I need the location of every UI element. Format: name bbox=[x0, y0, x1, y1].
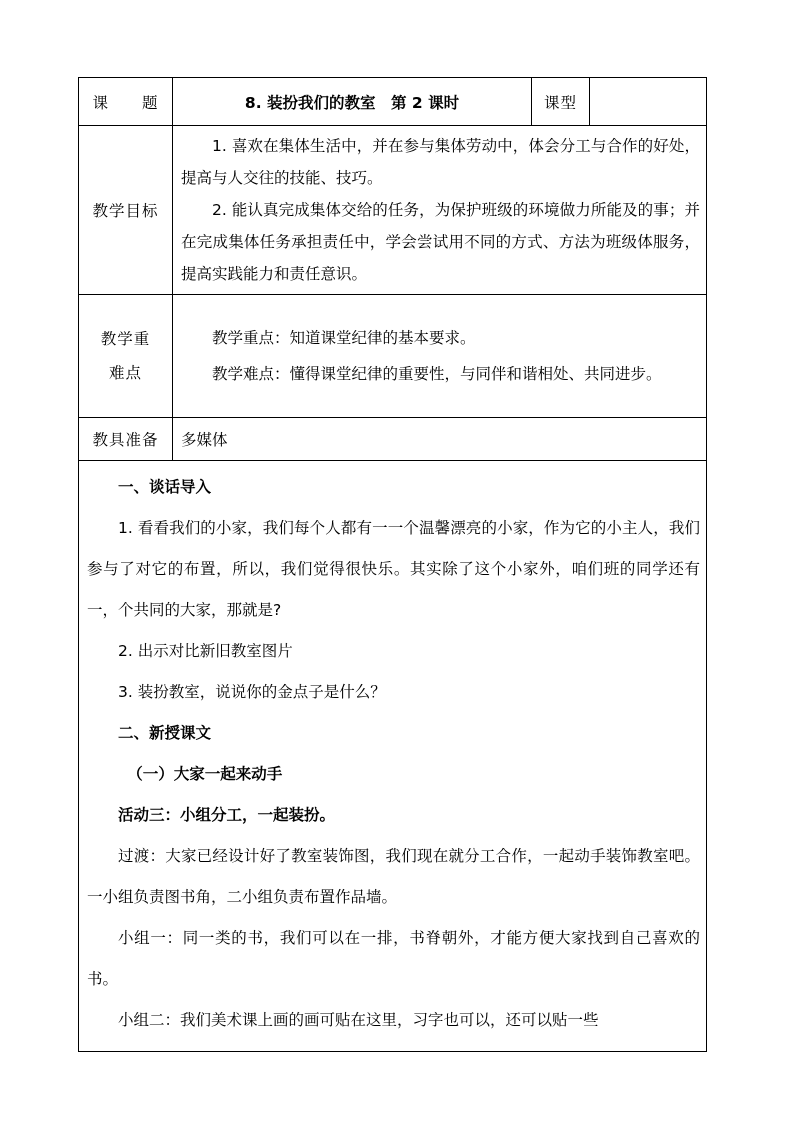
subsection-1-title: （一）大家一起来动手 bbox=[127, 765, 283, 783]
keypoints-row bbox=[79, 295, 707, 418]
keypoints-content bbox=[173, 295, 707, 418]
course-label: 课 题 bbox=[79, 78, 173, 126]
goal-item-2: 2. 能认真完成集体交给的任务，为保护班级的环境做力所能及的事；并在完成集体任务承担责任中，学会尝试用不同的方式、方法为班级体服务，提高实践能力和责任意识。 bbox=[181, 201, 700, 283]
lesson-plan-page bbox=[78, 77, 706, 1052]
lesson-type-value bbox=[590, 78, 707, 126]
goals-label: 教学目标 bbox=[79, 126, 173, 295]
section-1-title: 一、谈话导入 bbox=[118, 478, 212, 496]
paragraph-4: 过渡：大家已经设计好了教室装饰图，我们现在就分工合作，一起动手装饰教室吧。一小组负责图书角，二小组负责布置作品墙。 bbox=[87, 847, 700, 906]
body-row bbox=[79, 461, 707, 1052]
keypoints-label bbox=[79, 295, 173, 418]
tools-value: 多媒体 bbox=[173, 418, 707, 461]
activity-title: 活动三：小组分工，一起装扮。 bbox=[118, 806, 336, 824]
lesson-title: 8. 装扮我们的教室 第 2 课时 bbox=[173, 78, 532, 126]
paragraph-2: 2. 出示对比新旧教室图片 bbox=[118, 642, 293, 660]
section-2-title: 二、新授课文 bbox=[118, 724, 212, 742]
goals-content bbox=[173, 126, 707, 295]
paragraph-3: 3. 装扮教室，说说你的金点子是什么？ bbox=[118, 683, 386, 701]
lesson-type-label: 课型 bbox=[532, 78, 590, 126]
paragraph-1: 1. 看看我们的小家，我们每个人都有一一个温馨漂亮的小家，作为它的小主人，我们参与了对它的布置，所以，我们觉得很快乐。其实除了这个小家外，咱们班的同学还有一，个共同的大家，那就是? bbox=[87, 519, 700, 619]
lesson-plan-table bbox=[78, 77, 707, 1052]
teaching-process bbox=[79, 461, 707, 1052]
goals-row bbox=[79, 126, 707, 295]
difficult-point: 教学难点：懂得课堂纪律的重要性，与同伴和谐相处、共同进步。 bbox=[212, 365, 662, 383]
key-point: 教学重点：知道课堂纪律的基本要求。 bbox=[212, 329, 476, 347]
keypoints-label-line1: 教学重 bbox=[100, 330, 151, 348]
header-row bbox=[79, 78, 707, 126]
tools-label: 教具准备 bbox=[79, 418, 173, 461]
paragraph-5: 小组一：同一类的书，我们可以在一排，书脊朝外，才能方便大家找到自己喜欢的书。 bbox=[87, 929, 700, 988]
tools-row bbox=[79, 418, 707, 461]
goal-item-1: 1. 喜欢在集体生活中，并在参与集体劳动中，体会分工与合作的好处，提高与人交往的技能、技巧。 bbox=[181, 137, 700, 187]
paragraph-6: 小组二：我们美术课上画的画可贴在这里，习字也可以，还可以贴一些 bbox=[118, 1011, 599, 1029]
keypoints-label-line2: 难点 bbox=[108, 364, 142, 382]
